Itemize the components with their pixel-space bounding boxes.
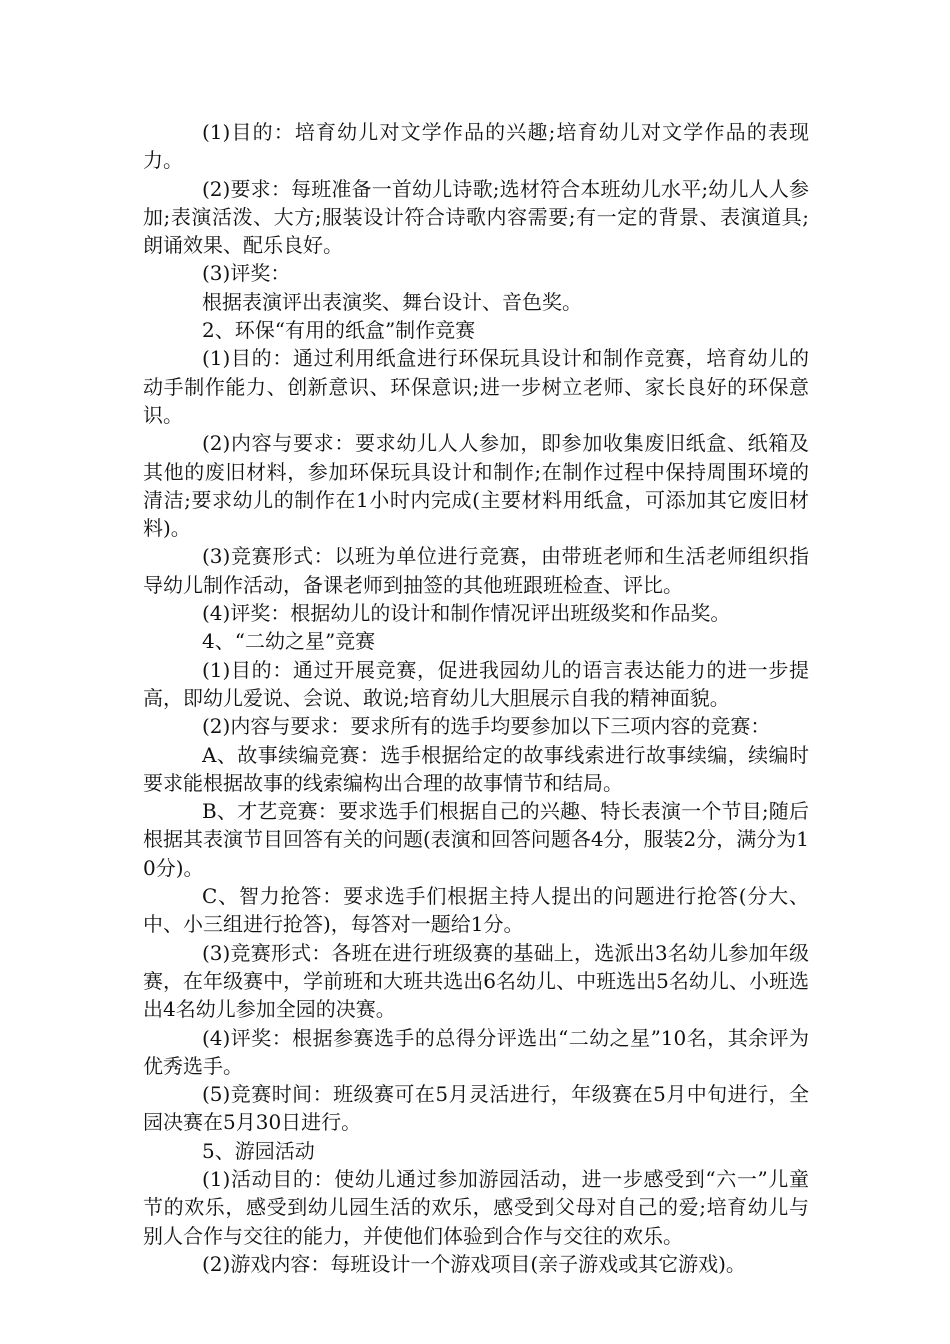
paragraph-content-star-contest: (2)内容与要求：要求所有的选手均要参加以下三项内容的竞赛： — [202, 714, 771, 739]
paragraph-format-star-contest: (3)竞赛形式：各班在进行班级赛的基础上，选派出3名幼儿参加年级赛，在年级赛中，学前班和大班共选出6名幼儿、中班选出5名幼儿、小班选出4名幼儿参加全园的决赛。 — [143, 940, 809, 1022]
paragraph-item-b-talent: B、才艺竞赛：要求选手们根据自己的兴趣、特长表演一个节目;随后根据其表演节目回答有关的问题(表演和回答问题各4分，服装2分，满分为10分)。 — [143, 799, 809, 880]
paragraph-item-a-story: A、故事续编竞赛：选手根据给定的故事线索进行故事续编，续编时要求能根据故事的线索编构出合理的故事情节和结局。 — [143, 742, 809, 795]
paragraph-awards-performance: 根据表演评出表演奖、舞台设计、音色奖。 — [202, 289, 582, 314]
paragraph-goal-star-contest: (1)目的：通过开展竞赛，促进我园幼儿的语言表达能力的进一步提高，即幼儿爱说、会说、敢说;培育幼儿大胆展示自我的精神面貌。 — [143, 657, 809, 710]
paragraph-format-paper-box: (3)竞赛形式：以班为单位进行竞赛，由带班老师和生活老师组织指导幼儿制作活动，备课老师到抽签的其他班跟班检查、评比。 — [143, 544, 809, 597]
paragraph-goal-paper-box: (1)目的：通过利用纸盒进行环保玩具设计和制作竞赛，培育幼儿的动手制作能力、创新意识、环保意识;进一步树立老师、家长良好的环保意识。 — [143, 346, 809, 427]
paragraph-goal-garden-party: (1)活动目的：使幼儿通过参加游园活动，进一步感受到“六一”儿童节的欢乐，感受到幼儿园生活的欢乐，感受到父母对自己的爱;培育幼儿与别人合作与交往的能力，并使他们体验到合作与交往的欢乐。 — [143, 1166, 809, 1248]
paragraph-awards-heading: (3)评奖： — [202, 261, 291, 286]
paragraph-games-garden-party: (2)游戏内容：每班设计一个游戏项目(亲子游戏或其它游戏)。 — [202, 1251, 746, 1276]
paragraph-item-c-quiz: C、智力抢答：要求选手们根据主持人提出的问题进行抢答(分大、中、小三组进行抢答)，每答对一题给1分。 — [143, 884, 809, 937]
paragraph-content-paper-box: (2)内容与要求：要求幼儿人人参加，即参加收集废旧纸盒、纸箱及其他的废旧材料，参加环保玩具设计和制作;在制作过程中保持周围环境的清洁;要求幼儿的制作在1小时内完成(主要材料用纸盒，可添加其它废旧材料)。 — [143, 431, 809, 541]
paragraph-awards-star-contest: (4)评奖：根据参赛选手的总得分评选出“二幼之星”10名，其余评为优秀选手。 — [143, 1025, 809, 1078]
paragraph-goal-literature: (1)目的：培育幼儿对文学作品的兴趣;培育幼儿对文学作品的表现力。 — [143, 120, 809, 173]
section-heading-star-contest: 4、“二幼之星”竞赛 — [202, 629, 376, 654]
paragraph-time-star-contest: (5)竞赛时间：班级赛可在5月灵活进行，年级赛在5月中旬进行，全园决赛在5月30日进行。 — [143, 1082, 809, 1135]
document-page — [143, 118, 809, 1278]
paragraph-requirements-poetry: (2)要求：每班准备一首幼儿诗歌;选材符合本班幼儿水平;幼儿人人参加;表演活泼、大方;服装设计符合诗歌内容需要;有一定的背景、表演道具;朗诵效果、配乐良好。 — [143, 176, 809, 258]
section-heading-garden-party: 5、游园活动 — [202, 1138, 315, 1163]
section-heading-paper-box: 2、环保“有用的纸盒”制作竞赛 — [202, 318, 476, 343]
paragraph-awards-paper-box: (4)评奖：根据幼儿的设计和制作情况评出班级奖和作品奖。 — [202, 601, 731, 626]
